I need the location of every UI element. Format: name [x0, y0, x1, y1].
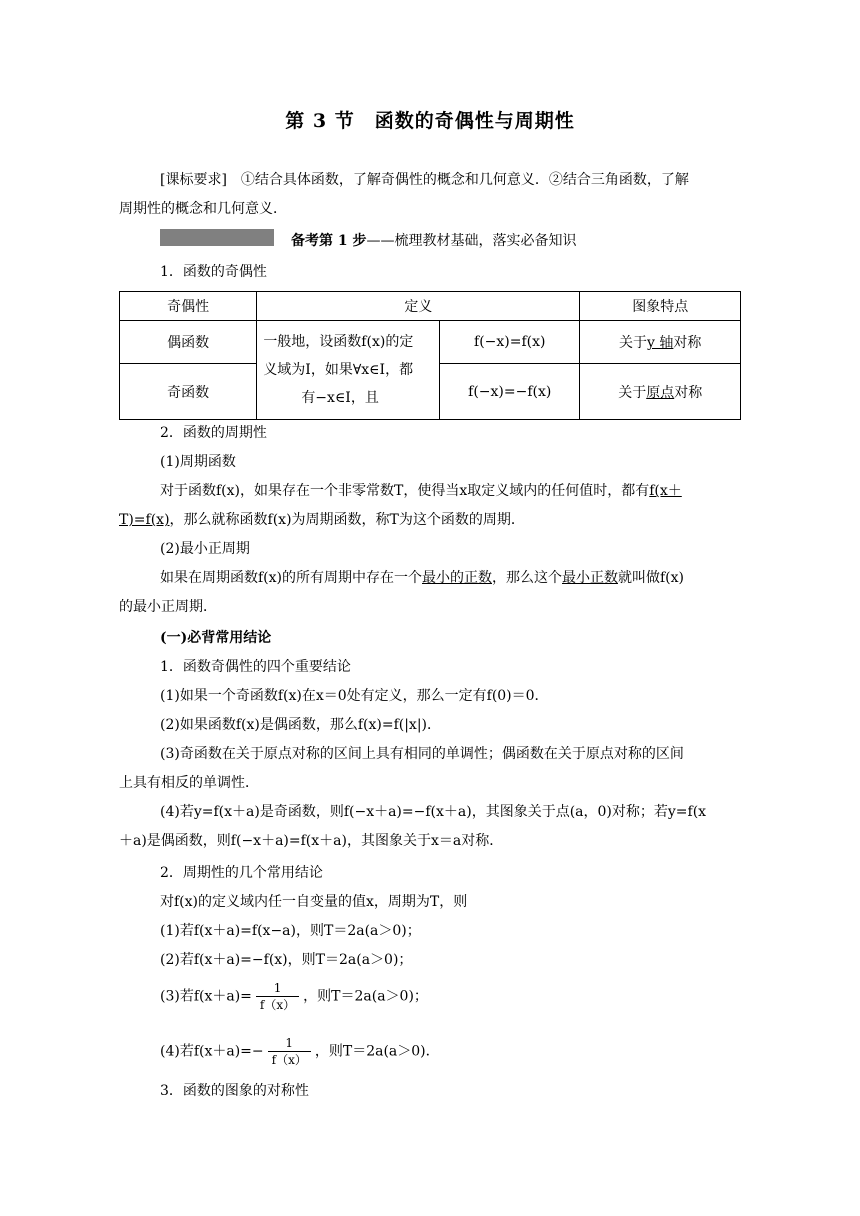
table-header-feature: 图象特点: [580, 292, 741, 321]
min-period-text-1: [160, 568, 684, 588]
min-period-c: 就叫做f(x): [618, 570, 685, 586]
definition-line-2: 义域为I，如果∀x∈I，都: [263, 362, 414, 378]
conclusion-2-1: (1)若f(x＋a)=f(x−a)，则T＝2a(a＞0)；: [160, 923, 421, 939]
definition-line-3: 有−x∈I，且: [301, 390, 379, 406]
even-feature-pre: 关于: [619, 335, 648, 351]
even-condition: f(−x)=f(x): [440, 321, 580, 364]
fraction-denominator: f（x）: [271, 1053, 307, 1067]
odd-condition: f(−x)=−f(x): [440, 364, 580, 420]
section-heading-rest: ——梳理教材基础，落实必备知识: [366, 233, 577, 249]
periodic-function-text-2: [119, 510, 525, 530]
odd-function-name: 奇函数: [120, 364, 257, 420]
conclusion-2-intro: 对f(x)的定义域内任一自变量的值x，周期为T，则: [160, 894, 468, 910]
even-feature-axis: y 轴: [647, 335, 674, 351]
conclusion-1-1: (1)如果一个奇函数f(x)在x＝0处有定义，那么一定有f(0)＝0．: [160, 688, 549, 704]
min-period-ul-1: 最小的正数: [422, 570, 492, 586]
fraction-numerator: 1: [256, 980, 299, 997]
conclusion-2-heading: 2．周期性的几个常用结论: [160, 865, 323, 881]
conclusion-1-heading: 1．函数奇偶性的四个重要结论: [160, 659, 351, 675]
conclusion-1-3a: (3)奇函数在关于原点对称的区间上具有相同的单调性；偶函数在关于原点对称的区间: [160, 746, 684, 762]
periodic-formula-part-2: T)=f(x): [119, 512, 170, 528]
conclusion-2-4-post: ，则T＝2a(a＞0)．: [314, 1043, 440, 1060]
table-header-row: [120, 292, 741, 321]
parity-table: [119, 291, 741, 420]
even-feature: [580, 321, 741, 364]
periodic-function-text-1: [160, 481, 682, 501]
periodic-function-heading: (1)周期函数: [160, 454, 236, 470]
conclusion-2-3-pre: (3)若f(x＋a)=: [160, 988, 252, 1005]
periodic-text-b: ，那么就称函数f(x)为周期函数，称T为这个函数的周期．: [169, 512, 525, 528]
fraction-numerator: 1: [268, 1035, 311, 1052]
requirement-label: [课标要求]: [160, 172, 227, 188]
conclusion-1-2: (2)如果函数f(x)是偶函数，那么f(x)=f(|x|)．: [160, 717, 441, 733]
conclusion-2-4: [160, 1035, 440, 1068]
requirement-line-1: [160, 170, 689, 190]
requirement-line-2: 周期性的概念和几何意义．: [119, 201, 287, 217]
section-bar: [160, 229, 274, 246]
fraction: [268, 1035, 311, 1068]
min-period-ul-2: 最小正数: [562, 570, 618, 586]
conclusion-2-2: (2)若f(x＋a)=−f(x)，则T＝2a(a＞0)；: [160, 952, 413, 968]
conclusion-1-3b: 上具有相反的单调性．: [119, 775, 259, 791]
table-header-parity: 奇偶性: [120, 292, 257, 321]
conclusion-2-4-pre: (4)若f(x＋a)=−: [160, 1043, 264, 1060]
odd-feature-pre: 关于: [618, 384, 647, 401]
heading-periodicity: 2．函数的周期性: [160, 425, 267, 441]
fraction: [256, 980, 299, 1013]
min-period-heading: (2)最小正周期: [160, 541, 250, 557]
section-heading: [291, 230, 577, 250]
definition-cell: [257, 321, 440, 420]
conclusion-1-4a: (4)若y=f(x＋a)是奇函数，则f(−x＋a)=−f(x＋a)，其图象关于点(a，0)对称；若y=f(x: [160, 804, 707, 820]
odd-feature-post: 对称: [674, 384, 703, 401]
odd-feature-origin: 原点: [646, 384, 675, 401]
fraction-denominator: f（x）: [259, 998, 296, 1012]
min-period-text-2: 的最小正周期．: [119, 599, 217, 615]
section-heading-step: 备考第 1 步: [291, 233, 367, 249]
conclusion-3-heading: 3．函数的图象的对称性: [160, 1083, 309, 1099]
periodic-text-a: 对于函数f(x)，如果存在一个非零常数T，使得当x取定义域内的任何值时，都有: [160, 483, 650, 499]
min-period-b: ，那么这个: [492, 570, 562, 586]
definition-line-1: 一般地，设函数f(x)的定: [263, 334, 414, 350]
must-know-heading: (一)必背常用结论: [160, 630, 272, 646]
table-row: [120, 321, 741, 364]
requirement-text-1: ①结合具体函数，了解奇偶性的概念和几何意义．②结合三角函数，了解: [226, 172, 689, 188]
odd-feature: [580, 364, 741, 420]
even-function-name: 偶函数: [120, 321, 257, 364]
conclusion-2-3-post: ，则T＝2a(a＞0)；: [303, 988, 428, 1005]
page-title: 第 3 节 函数的奇偶性与周期性: [285, 110, 575, 132]
conclusion-2-3: [160, 980, 428, 1013]
heading-parity: 1．函数的奇偶性: [160, 264, 267, 280]
periodic-formula-part-1: f(x＋: [649, 483, 682, 499]
table-header-definition: 定义: [257, 292, 580, 321]
min-period-a: 如果在周期函数f(x)的所有周期中存在一个: [160, 570, 422, 586]
even-feature-post: 对称: [673, 335, 702, 351]
conclusion-1-4b: ＋a)是偶函数，则f(−x＋a)=f(x＋a)，其图象关于x＝a对称．: [119, 833, 504, 849]
